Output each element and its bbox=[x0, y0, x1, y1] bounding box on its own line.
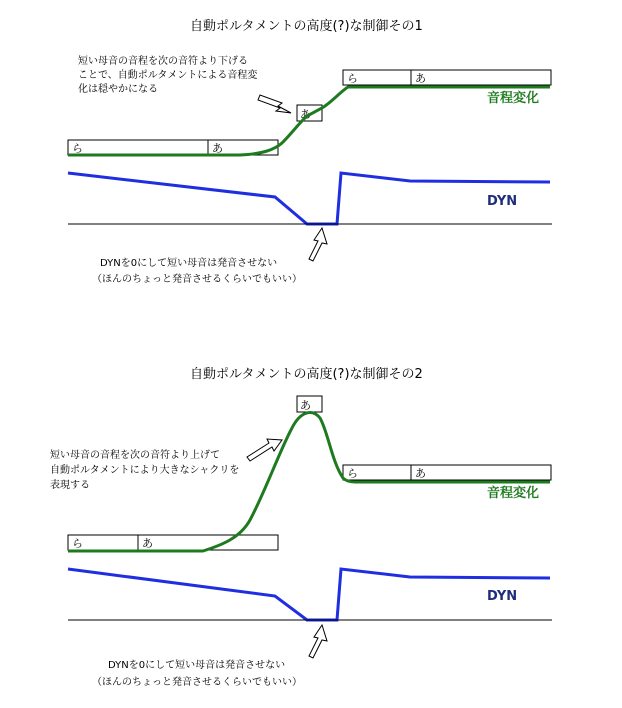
diagram-1-note-line-3: 化は穏やかになる bbox=[78, 84, 158, 95]
diagram-1-note-arrow bbox=[258, 95, 291, 113]
diagram-1-dyn-note-1: DYNを0にして短い母音は発音させない bbox=[100, 258, 278, 269]
note-box-ra bbox=[68, 140, 208, 155]
note-label-ra-2: ら bbox=[347, 72, 358, 85]
note-box-a-2 bbox=[411, 70, 551, 85]
note-label-ra-2: ら bbox=[347, 467, 358, 480]
diagram-1-title: 自動ポルタメントの高度(?)な制御その1 bbox=[190, 19, 423, 34]
diagram-2-pitch-curve bbox=[68, 413, 550, 551]
diagram-2-note-line-1: 短い母音の音程を次の音符より上げて bbox=[50, 450, 220, 461]
note-label-a: あ bbox=[212, 142, 223, 155]
diagram-1 bbox=[68, 18, 552, 285]
diagram-2-title: 自動ポルタメントの高度(?)な制御その2 bbox=[190, 367, 423, 382]
diagram-1-pitch-label: 音程変化 bbox=[487, 91, 540, 106]
diagram-2-pitch-label: 音程変化 bbox=[487, 486, 540, 501]
note-label-short-a: あ bbox=[300, 108, 311, 121]
diagram-1-dyn-curve bbox=[68, 173, 550, 224]
note-box-a-2 bbox=[411, 465, 551, 480]
diagram-2-note-line-3: 表現する bbox=[50, 480, 90, 491]
diagram-2 bbox=[50, 366, 552, 688]
diagram-1-dyn-arrow bbox=[309, 228, 327, 261]
diagram-2-dyn-explanation bbox=[92, 658, 302, 688]
diagram-1-note-line-2: ことで、自動ポルタメントによる音程変 bbox=[78, 70, 258, 81]
note-label-a-2: あ bbox=[415, 467, 426, 480]
note-label-a: あ bbox=[142, 537, 153, 550]
diagram-1-note-boxes bbox=[68, 70, 551, 155]
diagram-2-dyn-note-1: DYNを0にして短い母音は発音させない bbox=[108, 660, 286, 671]
note-label-short-a: あ bbox=[300, 399, 311, 412]
diagram-1-note-line-1: 短い母音の音程を次の音符より下げる bbox=[78, 56, 248, 67]
diagram-2-dyn-curve bbox=[68, 569, 550, 620]
note-label-ra: ら bbox=[72, 537, 83, 550]
diagram-1-dyn-label: DYN bbox=[487, 194, 518, 209]
diagram-2-dyn-arrow bbox=[309, 625, 327, 658]
note-box-a bbox=[138, 535, 278, 550]
note-label-ra: ら bbox=[72, 142, 83, 155]
diagram-1-dyn-note-2: （ほんのちょっと発音させるくらいでもいい） bbox=[92, 274, 302, 285]
note-label-a-2: あ bbox=[415, 72, 426, 85]
diagram-1-explanation bbox=[78, 54, 257, 95]
diagram-2-explanation bbox=[50, 448, 239, 491]
diagram-2-note-line-2: 自動ポルタメントにより大きなシャクリを bbox=[50, 465, 240, 476]
diagram-1-dyn-explanation bbox=[92, 256, 302, 285]
diagram-2-dyn-label: DYN bbox=[487, 589, 518, 604]
diagram-2-dyn-note-2: （ほんのちょっと発音させるくらいでもいい） bbox=[92, 677, 302, 688]
